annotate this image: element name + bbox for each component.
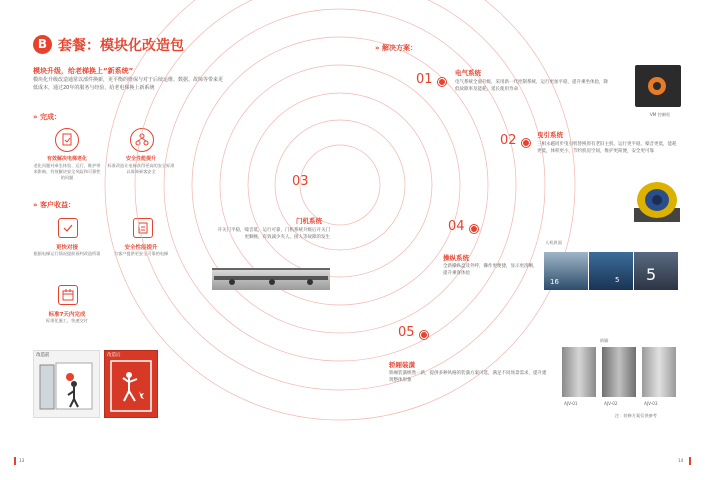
center-dot	[334, 179, 346, 191]
feature-title-02: 曳引系统	[537, 131, 563, 139]
chevron-icon: »	[33, 201, 38, 209]
door-system-image	[212, 268, 330, 290]
cabin-label-1: AJV-01	[564, 401, 578, 406]
cabin-image-1	[562, 347, 596, 397]
feature-dot-02	[522, 139, 530, 147]
complete-title: 完成：	[39, 113, 61, 121]
feature-num-03: 03	[292, 174, 309, 189]
chevron-icon: »	[375, 44, 380, 52]
control-panel-image	[635, 65, 681, 107]
footer-left-marker	[14, 457, 16, 465]
cabin-image-3	[642, 347, 676, 397]
upgrade-desc: 模块化升级改造通常以部件换新，更平衡的维保与对于后续运维、数据、故障等带来更低成本，通过20年的服务与经验，给老电梯换上新系统	[33, 77, 224, 91]
complete-item-1-desc: 老化问题对乘坐体验、运行、维护带来影响、有效解决安全风险和可靠性的问题	[33, 163, 101, 180]
feature-title-04: 操纵系统	[443, 254, 469, 262]
display-c-value: 5	[646, 265, 657, 284]
benefit-item-2-desc: 为客户提供更安全可靠的电梯	[113, 251, 169, 256]
feature-dot-05	[420, 331, 428, 339]
feature-num-01: 01	[416, 72, 433, 87]
feature-desc-05: 轿厢装潢焕然一新，提供多种风格的装潢方案可选，满足不同场景需求，提升建筑整体形象	[389, 371, 547, 383]
display-panel-c	[634, 252, 678, 290]
feature-desc-02: 三相永磁同步曳引机替换原有老旧主机，运行更平稳，噪音更低，能耗更低，体积更小，节约机房空间，维护更简便，安全更可靠	[537, 142, 677, 154]
chevron-icon: »	[33, 113, 38, 121]
complete-item-2-label: 安全性能提升	[125, 156, 156, 162]
benefit-item-1-label: 更快对接	[55, 245, 78, 251]
display-panel-a	[544, 252, 588, 290]
complete-item-1-label: 有效解决电梯老化	[46, 156, 87, 162]
display-panel-b	[589, 252, 633, 290]
page-title: 套餐：模块化改造包	[58, 38, 184, 54]
solution-heading	[375, 43, 417, 53]
display-a-value: 16	[550, 278, 559, 286]
feature-desc-04: 全新操纵盘及外呼，操作更便捷，显示更清晰，提升乘客体验	[443, 264, 538, 276]
benefit-item-3-label: 标准7天内完成	[48, 312, 86, 318]
solution-title: 解决方案：	[381, 44, 417, 52]
benefit-item-1-desc: 根据电梯运行情况提前预判改造所需	[33, 251, 101, 256]
display-b-value: 5	[615, 276, 620, 284]
feature-dot-01	[438, 78, 446, 86]
section-badge: B	[33, 35, 52, 54]
footer-left-page: 13	[19, 458, 25, 463]
upgrade-title: 模块升级，给老梯换上“新系统”	[33, 67, 134, 75]
feature-title-05: 轿厢装潢	[389, 361, 415, 369]
control-panel-caption: VM 控制柜	[649, 112, 671, 117]
feature-desc-03: 开关门平稳，噪音低，运行可靠，门机系统升级后开关门更顺畅，有效减少夹人、困人等故障的发生	[217, 228, 330, 240]
feature-desc-01: 电气系统全面升级，采用新一代控制系统，运行更加平稳，提升乘坐体验，降低故障率及能耗，延长使用寿命	[455, 80, 608, 92]
benefit-item-2-label: 安全性能提升	[124, 245, 158, 251]
display-caption: 人机界面	[545, 240, 562, 245]
feature-title-01: 电气系统	[455, 69, 481, 77]
footer-right-page: 14	[678, 458, 684, 463]
traction-machine-image	[630, 178, 684, 226]
complete-item-2-desc: 标准改造让电梯获得更高的安全标准以保障乘客安全	[107, 163, 175, 174]
after-label: 改造后	[107, 353, 121, 358]
feature-num-02: 02	[500, 133, 517, 148]
cabin-label-3: AJV-03	[644, 401, 658, 406]
feature-dot-04	[470, 225, 478, 233]
feature-num-04: 04	[448, 219, 465, 234]
feature-title-03: 门机系统	[296, 217, 322, 225]
cabin-caption: 轿厢	[600, 338, 609, 343]
before-label: 改造前	[36, 353, 50, 358]
cabin-note: 注：装修方案仅供参考	[615, 413, 657, 418]
feature-num-05: 05	[398, 325, 415, 340]
benefit-item-3-desc: 标准化施工，快速交付	[46, 318, 88, 323]
cabin-label-2: AJV-02	[604, 401, 618, 406]
benefit-title: 客户收益：	[39, 201, 75, 209]
cabin-image-2	[602, 347, 636, 397]
footer-right-marker	[689, 457, 691, 465]
